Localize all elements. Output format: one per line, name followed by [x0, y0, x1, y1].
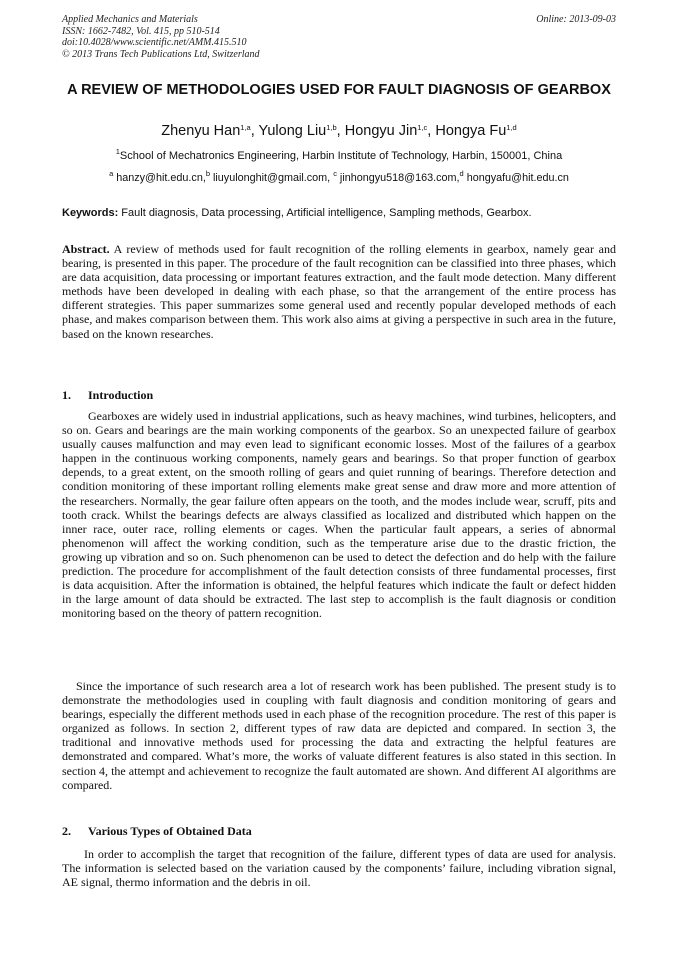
author-affiliation-mark: 1,c	[417, 123, 428, 132]
affiliation-text: School of Mechatronics Engineering, Harbin Institute of Technology, Harbin, 150001, China	[119, 150, 563, 162]
email-address: jinhongyu518@163.com,	[336, 172, 460, 184]
issn-line: ISSN: 1662-7482, Vol. 415, pp 510-514	[62, 25, 220, 37]
section-heading	[62, 824, 252, 838]
affiliation-mark: 1	[115, 147, 120, 156]
affiliation	[50, 149, 628, 163]
email-mark: a	[109, 169, 114, 178]
author-affiliation-mark: 1,d	[506, 123, 517, 132]
copyright-line: © 2013 Trans Tech Publications Ltd, Switzerland	[62, 48, 260, 60]
section-number: 1.	[62, 388, 71, 402]
body-paragraph: In order to accomplish the target that recognition of the failure, different types of data are used for analysis. The information is selected based on the variation caused by the components’ failure, including vibration signal, AE signal, thermo information and the debris in oil.	[62, 847, 616, 890]
author-list	[62, 122, 616, 140]
doi-line: doi:10.4028/www.scientific.net/AMM.415.510	[62, 37, 247, 49]
email-address: hongyafu@hit.edu.cn	[463, 172, 569, 184]
email-list	[50, 171, 628, 185]
author-affiliation-mark: 1,b	[326, 123, 337, 132]
section-title: Introduction	[88, 388, 154, 402]
keywords-text: Fault diagnosis, Data processing, Artificial intelligence, Sampling methods, Gearbox.	[118, 207, 532, 219]
abstract	[62, 242, 616, 341]
author-separator: ,	[250, 123, 259, 139]
journal-name: Applied Mechanics and Materials	[62, 14, 198, 25]
email-mark: c	[333, 169, 337, 178]
body-paragraph: Since the importance of such research area a lot of research work has been published. The present study is to demonstrate the methodologies used in coupling with fault diagnosis and condition monitoring of gears and bearings, especially the different methods used in each phase of the recognition procedure. The rest of this paper is organized as follows. In section 2, different types of raw data are depicted and compared. In section 3, the traditional and innovative methods used for processing the data and extracting the helpful features are demonstrated and compared. What’s more, the works of valuate different features is also stated in this section. In section 4, the attempt and achievement to recognize the fault automated are shown. And different AI algorithms are compared.	[62, 679, 616, 792]
body-paragraph: Gearboxes are widely used in industrial applications, such as heavy machines, wind turbines, helicopters, and so on. Gears and bearings are the main working components of the gearbox. So an unexpected failure of gearbox usually causes malfunction and may even lead to significant economic losses. Most of the failures of a gearbox happen in the continuous working components, namely gears and bearings. So that proper function of gearbox depends, to a great extent, on the smooth rolling of gears and quiet running of bearings. Therefore detection and condition monitoring of these important rolling elements make great sense and draw more and more attention of the researchers. Normally, the gear failure often appears on the tooth, and the modes include wear, scruff, pits and tooth crack. Whilst the bearings defects are always classified as localized and distributed which happen on the inner race, outer race, rolling elements or cages. When the particular fault appears, a series of abnormal phenomenon will affect the working condition, such as the temperature arise due to the drastic friction, the growing up vibration and so on. Such phenomenon can be used to detect the defection and do help with the failure prediction. The procedure for accomplishment of the fault detection consists of three fundamental processes, first is data acquisition. After the information is obtained, the helpful features which indicate the fault or defect hidden in the large amount of data should be extracted. The last step to accomplish is the fault diagnosis or condition monitoring based on the theory of pattern recognition.	[62, 409, 616, 621]
email-address: liuyulonghit@gmail.com,	[210, 172, 334, 184]
section-heading	[62, 388, 153, 402]
keywords	[62, 206, 616, 220]
keywords-label: Keywords:	[62, 207, 119, 219]
author-name: Hongya Fu	[435, 123, 507, 139]
paper-title: A REVIEW OF METHODOLOGIES USED FOR FAULT DIAGNOSIS OF GEARBOX	[67, 82, 611, 98]
section-number: 2.	[62, 824, 71, 838]
journal-header	[62, 14, 616, 60]
author-name: Yulong Liu	[258, 123, 327, 139]
abstract-text: A review of methods used for fault recognition of the rolling elements in gearbox, namely gear and bearing, is presented in this paper. The procedure of the fault recognition can be classified into three phases, which are data acquisition, data processing or important features extraction, and the fault mode detection. Many different methods have been developed in dealing with each phase, so that the arrangement of the entire process has different strategies. This paper summarizes some general used and recently popular developed methods of each phase, and makes comparison between them. This work also aims at giving a perspective in such area in the future, based on the known researches.	[62, 242, 616, 341]
email-address: hanzy@hit.edu.cn,	[113, 172, 206, 184]
online-date: Online: 2013-09-03	[536, 14, 616, 25]
section-title: Various Types of Obtained Data	[88, 824, 252, 838]
abstract-label: Abstract.	[62, 242, 110, 256]
author-affiliation-mark: 1,a	[240, 123, 251, 132]
author-name: Zhenyu Han	[161, 123, 241, 139]
author-name: Hongyu Jin	[344, 123, 418, 139]
author-separator: ,	[336, 123, 345, 139]
email-mark: b	[205, 169, 210, 178]
author-separator: ,	[427, 123, 436, 139]
email-mark: d	[459, 169, 464, 178]
